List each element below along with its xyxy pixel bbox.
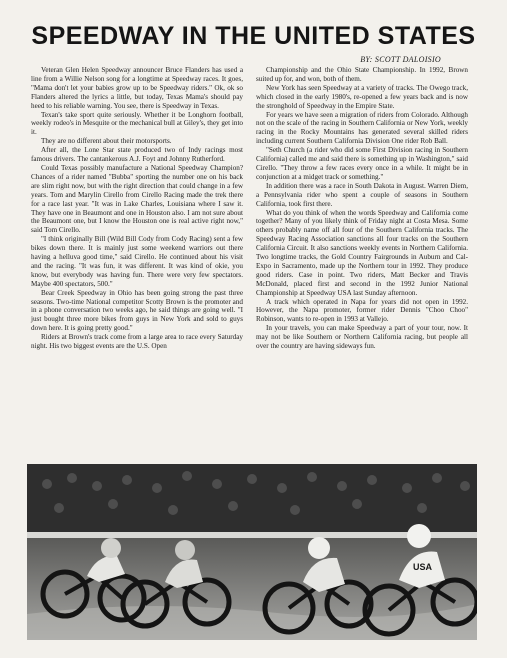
paragraph: "Seth Church (a rider who did some First Division racing in Southern California) called me and said there is something up in Washington," said Cirello. "They throw a few races every once in a while. It might be in conjunction at a midget track or something." — [256, 146, 468, 181]
paragraph: Veteran Glen Helen Speedway announcer Bruce Flanders has used a line from a Willie Nelson song for a longtime at Speedway races. It goes, "Mama don't let your babies grow up to be Speedway riders." Ok, ok so Flanders altered the lyrics a little, but today, Texas Mama's should pay heed to his reliable warning. You see, there is Speedway in Texas. — [31, 66, 243, 110]
speedway-race-photo — [27, 464, 477, 640]
article-byline: BY: SCOTT DALOISIO — [360, 55, 441, 64]
paragraph: A track which operated in Napa for years did not open in 1992. However, the Napa promoter, former rider Dennis "Choo Choo" Robinson, wants to re-open in 1993 at Vallejo. — [256, 297, 468, 324]
jersey-text: USA — [413, 562, 433, 572]
paragraph: "I think originally Bill (Wild Bill Cody from Cody Racing) sent a few bikes down there. It is mainly just some weekend warriors out there having a helluva good time," said Cirello. He continued about his visit and the racing. "It was fun, it was different. It was kind of okie, you know, but everybody was having fun. There were very few spectators. Maybe 400 spectators, 500." — [31, 235, 243, 288]
paragraph: In your travels, you can make Speedway a part of your tour, now. It may not be like Southern or Northern California racing, but people all over the country are having sideways fun. — [256, 324, 468, 351]
paragraph: They are no different about their motorsports. — [41, 137, 172, 146]
paragraph: After all, the Lone Star state produced two of Indy racings most famous drivers. The cantankerous A.J. Foyt and Johnny Rutherford. — [31, 146, 243, 164]
paragraph: In addition there was a race in South Dakota in August. Warren Diem, a Pennsylvania rider who spent a couple of seasons in Southern California, took first there. — [256, 181, 468, 208]
paragraph: New York has seen Speedway at a variety of tracks. The Owego track, which closed in the early 1980's, re-opened a few years back and is now the stronghold of Speedway in the Empire State. — [256, 83, 468, 110]
paragraph: For years we have seen a migration of riders from Colorado. Although not on the scale of the racing in Southern California or New York, weekly racing in the Rocky Mountains has generated several skilled riders including current Southern California Division One rider Rob Ball. — [256, 110, 468, 146]
paragraph: Riders at Brown's track come from a large area to race every Saturday night. His two biggest events are the U.S. Open — [31, 333, 243, 351]
paragraph: Texan's take sport quite seriously. Whether it be Longhorn football, weekly rodeo's in Mesquite or the mechanical bull at Giley's, they get into it. — [31, 110, 243, 137]
article-right-column — [256, 66, 468, 351]
paragraph: Could Texas possibly manufacture a National Speedway Champion? Chances of a rider named "Bubba" sporting the number one on his back are slim right now, but with the right direction that could change in a few years. Tom and Marylin Cirello from Cirello Racing made the trek there for a race last year. "It was in Lake Charles, Louisiana where I saw it. They have one in Beaumont and one in Houston also. I am not sure about the Beaumont one, but I know the Houston one is real active right now," said Tom Cirello. — [31, 163, 243, 235]
article-title: SPEEDWAY IN THE UNITED STATES — [31, 22, 476, 50]
paragraph: What do you think of when the words Speedway and California come together? Many of you likely think of Friday night at Costa Mesa. Some others probably name off all four of the Southern California tracks. The Speedway Racing Association sanctions all four tracks on the Southern California Circuit. It also sanctions weekly events in Northern California. Two longtime tracks, the Gold Country Fairgrounds in Auburn and Cal-Expo in Sacramento, made up the Northern tour in 1992. They produce good riders. Case in point. Two riders, Matt Becker and Travis McDonald, placed first and second in the 1992 Junior National Championship at Speedway USA last Sunday afternoon. — [256, 208, 468, 297]
article-left-column — [31, 66, 243, 351]
paragraph: Bear Creek Speedway in Ohio has been going strong the past three seasons. Two-time National competitor Scotty Brown is the promoter and in a phone conversation two weeks ago, he said things are going well. "I just bought three more bikes from guys in New York and sold to guys down here. It is going pretty good." — [31, 288, 243, 333]
paragraph: Championship and the Ohio State Championship. In 1992, Brown suited up for, and won, both of them. — [256, 66, 468, 83]
race-photo-illustration — [27, 464, 477, 640]
